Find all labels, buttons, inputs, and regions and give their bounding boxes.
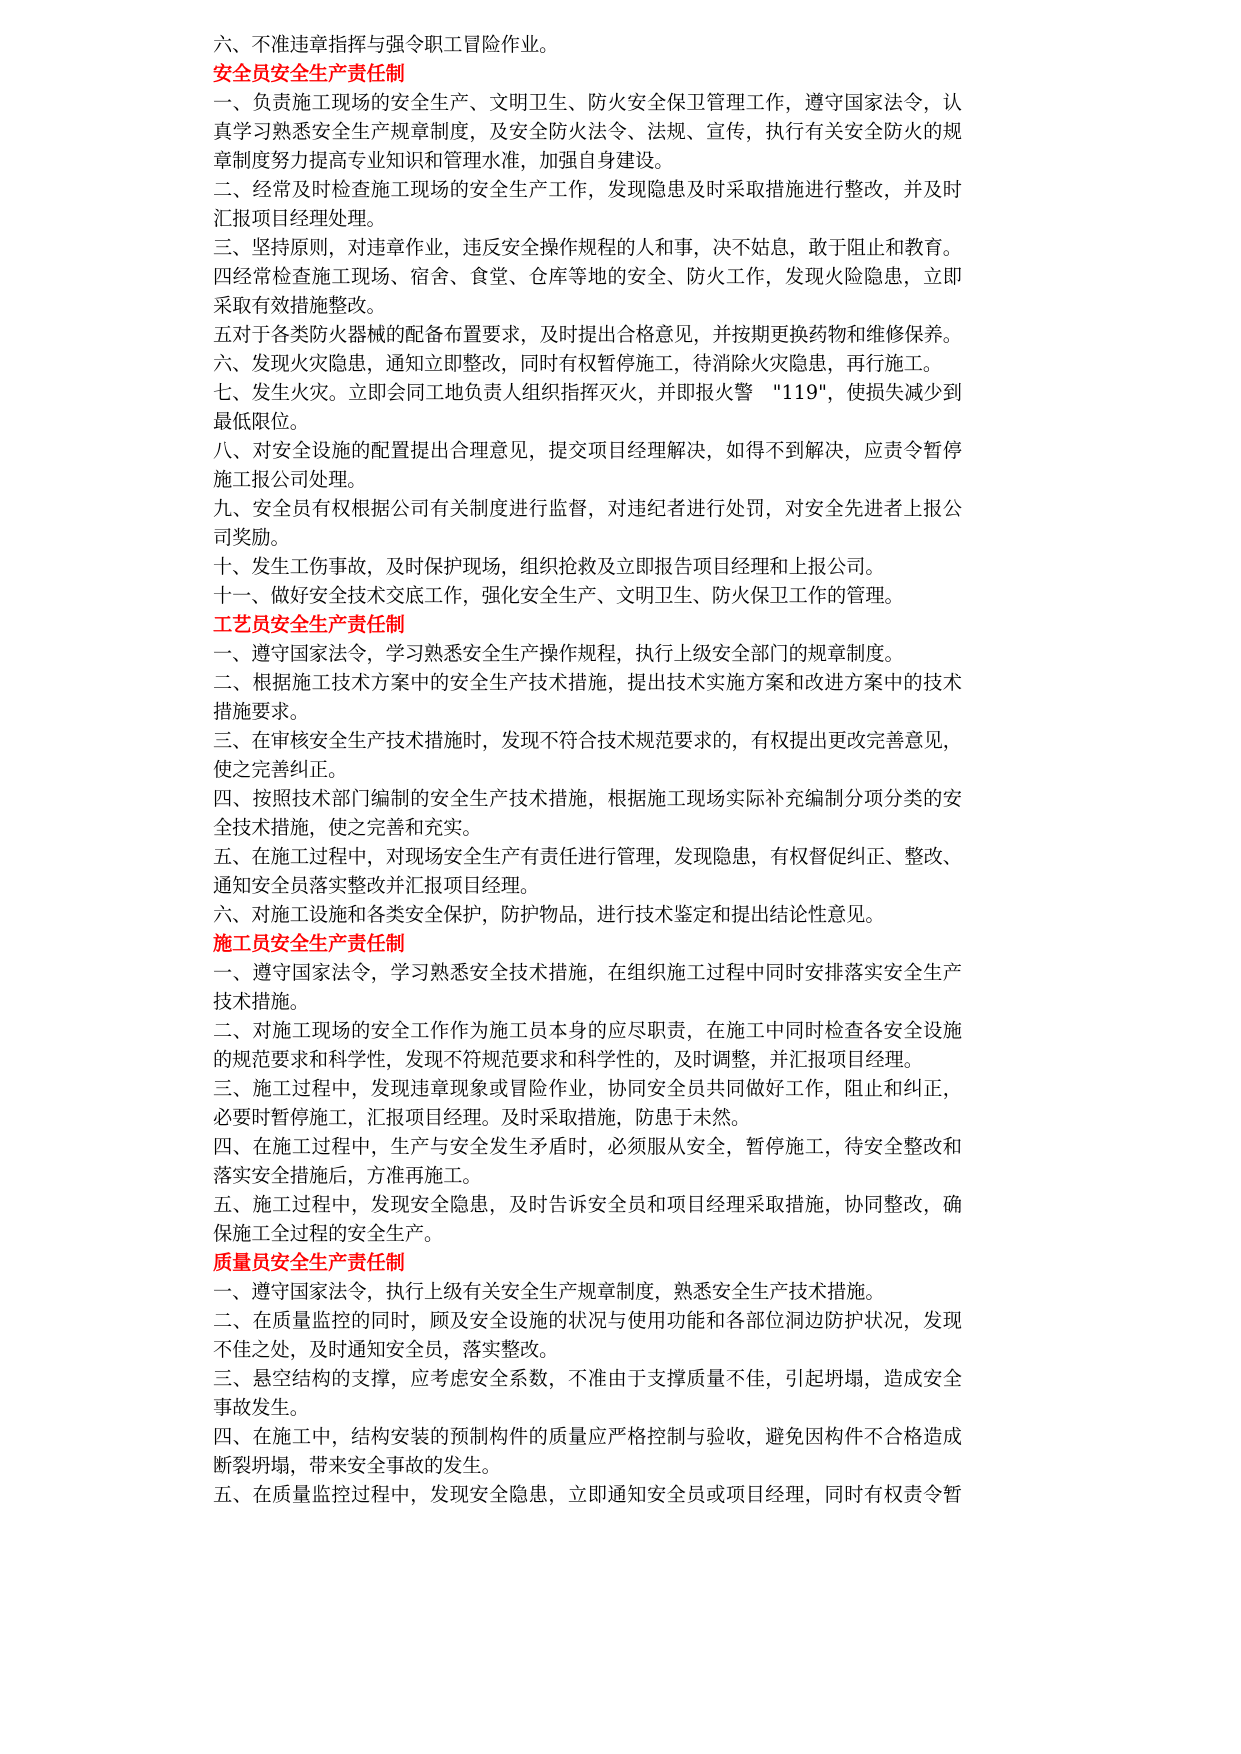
text-line: 七、发生火灾。立即会同工地负责人组织指挥灭火，并即报火警 "119"，使损失减少到 xyxy=(213,381,962,404)
clause xyxy=(213,1480,962,1509)
text-line: 五、在质量监控过程中，发现安全隐患，立即通知安全员或项目经理，同时有权责令暂 xyxy=(213,1483,962,1506)
text-line: 使之完善纠正。 xyxy=(213,758,348,781)
clause xyxy=(213,1132,962,1190)
clause xyxy=(213,349,962,378)
text-line: 六、发现火灾隐患，通知立即整改，同时有权暂停施工，待消除火灾隐患，再行施工。 xyxy=(213,352,943,375)
clause xyxy=(213,668,962,726)
text-line: 不佳之处，及时通知安全员，落实整改。 xyxy=(213,1338,559,1361)
text-line: 五、在施工过程中，对现场安全生产有责任进行管理，发现隐患，有权督促纠正、整改、 xyxy=(213,845,962,868)
section-quality-inspector xyxy=(213,1248,962,1509)
text-line: 四、在施工中，结构安装的预制构件的质量应严格控制与验收，避免因构件不合格造成 xyxy=(213,1425,962,1448)
text-line: 二、根据施工技术方案中的安全生产技术措施，提出技术实施方案和改进方案中的技术 xyxy=(213,671,962,694)
clause xyxy=(213,233,962,262)
document-body xyxy=(213,30,962,1509)
section-safety-officer xyxy=(213,59,962,610)
text-line: 一、负责施工现场的安全生产、文明卫生、防火安全保卫管理工作，遵守国家法令，认 xyxy=(213,91,962,114)
clause xyxy=(213,552,962,581)
clause xyxy=(213,842,962,900)
clause xyxy=(213,1074,962,1132)
text-line: 二、经常及时检查施工现场的安全生产工作，发现隐患及时采取措施进行整改，并及时 xyxy=(213,178,962,201)
text-line: 技术措施。 xyxy=(213,990,309,1013)
text-line: 八、对安全设施的配置提出合理意见，提交项目经理解决，如得不到解决，应责令暂停 xyxy=(213,439,962,462)
text-line: 五、施工过程中，发现安全隐患，及时告诉安全员和项目经理采取措施，协同整改，确 xyxy=(213,1193,962,1216)
text-line: 三、坚持原则，对违章作业，违反安全操作规程的人和事，决不姑息，敢于阻止和教育。 xyxy=(213,236,962,259)
text-line: 四经常检查施工现场、宿舍、食堂、仓库等地的安全、防火工作，发现火险隐患，立即 xyxy=(213,265,962,288)
section-construction-worker xyxy=(213,929,962,1248)
text-line: 采取有效措施整改。 xyxy=(213,294,386,317)
text-line: 司奖励。 xyxy=(213,526,290,549)
clause xyxy=(213,1190,962,1248)
text-line: 措施要求。 xyxy=(213,700,309,723)
text-line: 事故发生。 xyxy=(213,1396,309,1419)
clause xyxy=(213,1422,962,1480)
clause xyxy=(213,581,962,610)
text-line: 必要时暂停施工，汇报项目经理。及时采取措施，防患于未然。 xyxy=(213,1106,751,1129)
text-line: 一、遵守国家法令，学习熟悉安全生产操作规程，执行上级安全部门的规章制度。 xyxy=(213,642,904,665)
clause xyxy=(213,958,962,1016)
text-line: 四、按照技术部门编制的安全生产技术措施，根据施工现场实际补充编制分项分类的安 xyxy=(213,787,962,810)
text-line: 真学习熟悉安全生产规章制度，及安全防火法令、法规、宣传，执行有关安全防火的规 xyxy=(213,120,962,143)
text-line: 汇报项目经理处理。 xyxy=(213,207,386,230)
text-line: 保施工全过程的安全生产。 xyxy=(213,1222,444,1245)
clause xyxy=(213,1016,962,1074)
clause xyxy=(213,320,962,349)
text-line: 一、遵守国家法令，学习熟悉安全技术措施，在组织施工过程中同时安排落实安全生产 xyxy=(213,961,962,984)
clause xyxy=(213,1306,962,1364)
text-line: 全技术措施，使之完善和充实。 xyxy=(213,816,482,839)
text-line: 三、施工过程中，发现违章现象或冒险作业，协同安全员共同做好工作，阻止和纠正， xyxy=(213,1077,962,1100)
text-line: 六、不准违章指挥与强令职工冒险作业。 xyxy=(213,33,559,56)
section-heading: 施工员安全生产责任制 xyxy=(213,932,405,955)
clause xyxy=(213,30,962,59)
clause xyxy=(213,1364,962,1422)
clause xyxy=(213,88,962,175)
text-line: 的规范要求和科学性，发现不符规范要求和科学性的，及时调整，并汇报项目经理。 xyxy=(213,1048,923,1071)
text-line: 落实安全措施后，方准再施工。 xyxy=(213,1164,482,1187)
clause xyxy=(213,378,962,436)
section-heading: 工艺员安全生产责任制 xyxy=(213,613,405,636)
clause xyxy=(213,262,962,320)
clause xyxy=(213,900,962,929)
text-line: 九、安全员有权根据公司有关制度进行监督，对违纪者进行处罚，对安全先进者上报公 xyxy=(213,497,962,520)
text-line: 十一、做好安全技术交底工作，强化安全生产、文明卫生、防火保卫工作的管理。 xyxy=(213,584,904,607)
clause xyxy=(213,1277,962,1306)
text-line: 二、对施工现场的安全工作作为施工员本身的应尽职责，在施工中同时检查各安全设施 xyxy=(213,1019,962,1042)
text-line: 十、发生工伤事故，及时保护现场，组织抢救及立即报告项目经理和上报公司。 xyxy=(213,555,885,578)
clause xyxy=(213,784,962,842)
text-line: 三、在审核安全生产技术措施时，发现不符合技术规范要求的，有权提出更改完善意见， xyxy=(213,729,962,752)
text-line: 通知安全员落实整改并汇报项目经理。 xyxy=(213,874,540,897)
text-line: 一、遵守国家法令，执行上级有关安全生产规章制度，熟悉安全生产技术措施。 xyxy=(213,1280,885,1303)
text-line: 施工报公司处理。 xyxy=(213,468,367,491)
text-line: 五对于各类防火器械的配备布置要求，及时提出合格意见，并按期更换药物和维修保养。 xyxy=(213,323,962,346)
clause xyxy=(213,436,962,494)
section-heading: 质量员安全生产责任制 xyxy=(213,1251,405,1274)
text-line: 断裂坍塌，带来安全事故的发生。 xyxy=(213,1454,501,1477)
text-line: 二、在质量监控的同时，顾及安全设施的状况与使用功能和各部位洞边防护状况，发现 xyxy=(213,1309,962,1332)
section-heading: 安全员安全生产责任制 xyxy=(213,62,405,85)
text-line: 最低限位。 xyxy=(213,410,309,433)
clause xyxy=(213,726,962,784)
clause xyxy=(213,639,962,668)
clause xyxy=(213,175,962,233)
text-line: 章制度努力提高专业知识和管理水准，加强自身建设。 xyxy=(213,149,674,172)
text-line: 六、对施工设施和各类安全保护，防护物品，进行技术鉴定和提出结论性意见。 xyxy=(213,903,885,926)
clause xyxy=(213,494,962,552)
text-line: 四、在施工过程中，生产与安全发生矛盾时，必须服从安全，暂停施工，待安全整改和 xyxy=(213,1135,962,1158)
section-process-engineer xyxy=(213,610,962,929)
text-line: 三、悬空结构的支撑，应考虑安全系数，不准由于支撑质量不佳，引起坍塌，造成安全 xyxy=(213,1367,962,1390)
